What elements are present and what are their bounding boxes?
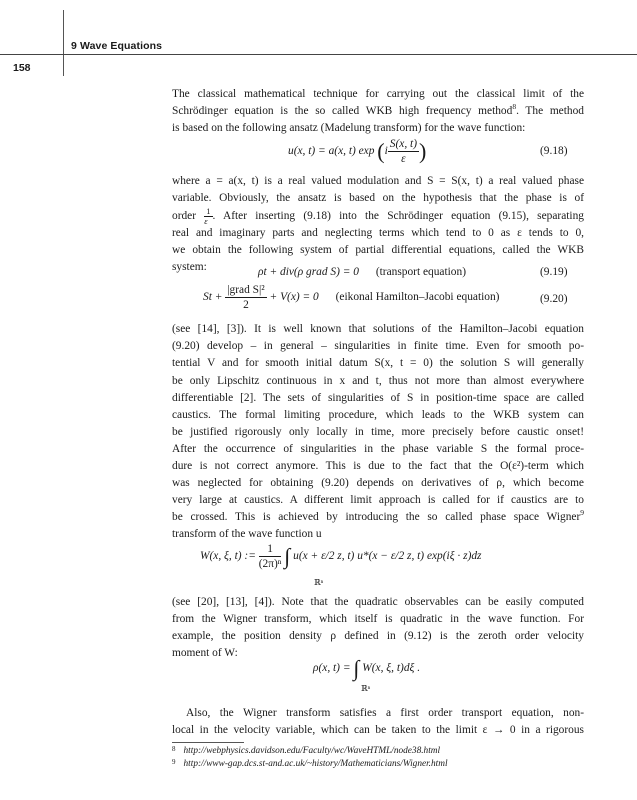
equation-number-9-18: (9.18) (540, 145, 568, 157)
equation-wigner-transform: W(x, ξ, t) := $\frac{1}{\text{(2π)ⁿ}}$ ∫ u(x + ε/2 z, t) u*(x − ε/2 z, t) exp(iξ · z)dz (200, 543, 482, 570)
p3-line-4: be only Lipschitz continuous in x and t, thus not more than almost everywhere (172, 375, 584, 387)
p3-line-11: very large at caustics. A different limit approach is called for if caustics are to (172, 494, 584, 506)
equation-number-9-19: (9.19) (540, 266, 568, 278)
equation-9-20: St + $\frac{\text{|grad S|²}}{2}$ + V(x) = 0 (eikonal Hamilton–Jacobi equation) (203, 284, 500, 311)
header-vertical-rule (63, 10, 64, 76)
p1-line-3: is based on the following ansatz (Madelung transform) for the wave function: (172, 122, 526, 134)
footnote-ref-8: 8 (512, 102, 517, 111)
p5-line-2: local in the velocity variable, which can be taken to the limit ε → 0 in a rigorous (172, 724, 584, 736)
p1-line-1: The classical mathematical technique for carrying out the classical limit of the (172, 88, 584, 100)
p4-line-4: moment of W: (172, 647, 238, 659)
p2-line-6: system: (172, 261, 207, 273)
p3-line-12: be crossed. This is achieved by introducing the so called phase space Wigner$^9$ (172, 508, 584, 523)
equation-9-19: ρt + div(ρ grad S) = 0 (transport equation) (258, 266, 466, 278)
p5-line-1: Also, the Wigner transform satisfies a first order transport equation, non- (186, 707, 584, 719)
chapter-title: 9 Wave Equations (71, 40, 163, 52)
p4-line-3: example, the position density ρ defined in (9.12) is the zeroth order velocity (172, 630, 584, 642)
p2-line-1: where a = a(x, t) is a real valued modulation and S = S(x, t) a real valued phase (172, 175, 584, 187)
equation-9-18: u(x, t) = a(x, t) exp (i $\frac{S(x, t)}{\varepsilon}$ ) (288, 138, 427, 165)
p2-line-2: variable. Obviously, the ansatz is based on the hypothesis that the phase is of (172, 192, 584, 204)
header-horizontal-rule (0, 54, 637, 55)
equation-number-9-20: (9.20) (540, 293, 568, 305)
integral-sign: ∫ (284, 543, 291, 569)
p3-line-7: be justified rigorously only locally in time, more precisely before caustic onset! (172, 426, 584, 438)
footnote-9-link[interactable]: http://www-gap.dcs.st-and.ac.uk/~history/Mathematicians/Wigner.html (183, 759, 448, 769)
equation-position-density: ρ(x, t) = ∫ W(x, ξ, t)dξ . (313, 655, 421, 681)
p1-line-2: Schrödinger equation is the so called WKB high frequency method$^8$. The method (172, 102, 584, 117)
p3-line-10: was neglected for obtaining (9.20) depends on derivatives of ρ, which become (172, 477, 584, 489)
p3-line-9: dure is not correct anymore. This is due to the fact that the O(ε²)-term which (172, 460, 584, 472)
p2-line-3: order $\frac{1}{\varepsilon}$ . After inserting (9.18) into the Schrödinger equation (9.15), separating (172, 206, 584, 226)
p2-line-5: we obtain the following system of partial differential equations, called the WKB (172, 244, 584, 256)
footnote-rule (172, 742, 244, 743)
p3-line-3: tential V and for smooth initial datum S(x, t = 0) the solution S will generally (172, 357, 584, 369)
p3-line-8: After the occurrence of singularities in the phase variable S the formal proce- (172, 443, 584, 455)
p3-line-13: transform of the wave function u (172, 528, 322, 540)
p4-line-2: from the Wigner transform, which itself is quadratic in the wave function. For (172, 613, 584, 625)
p3-line-1: (see [14], [3]). It is well known that solutions of the Hamilton–Jacobi equation (172, 323, 584, 335)
footnote-9: $^9$ http://www-gap.dcs.st-and.ac.uk/~history/Mathematicians/Wigner.html (172, 758, 448, 769)
wigner-integral-domain: ℝⁿ (314, 578, 324, 587)
p3-line-2: (9.20) develop – in general – singularities in finite time. Even for smooth po- (172, 340, 584, 352)
footnote-8: $^8$ http://webphysics.davidson.edu/Faculty/wc/WaveHTML/node38.html (172, 745, 441, 756)
footnote-ref-9: 9 (580, 508, 584, 517)
p4-line-1: (see [20], [13], [4]). Note that the quadratic observables can be easily computed (172, 596, 584, 608)
integral-sign: ∫ (353, 655, 360, 681)
page-number: 158 (13, 62, 31, 74)
p3-line-5: differentiable [2]. The sets of singularities of S in position-time space are called (172, 392, 584, 404)
footnote-8-link[interactable]: http://webphysics.davidson.edu/Faculty/wc/WaveHTML/node38.html (183, 746, 441, 756)
p2-line-4: real and imaginary parts and neglecting terms which tend to 0 as ε tends to 0, (172, 227, 584, 239)
p3-line-6: caustics. The formal limiting procedure, which leads to the WKB system can (172, 409, 584, 421)
rho-integral-domain: ℝⁿ (361, 684, 371, 693)
